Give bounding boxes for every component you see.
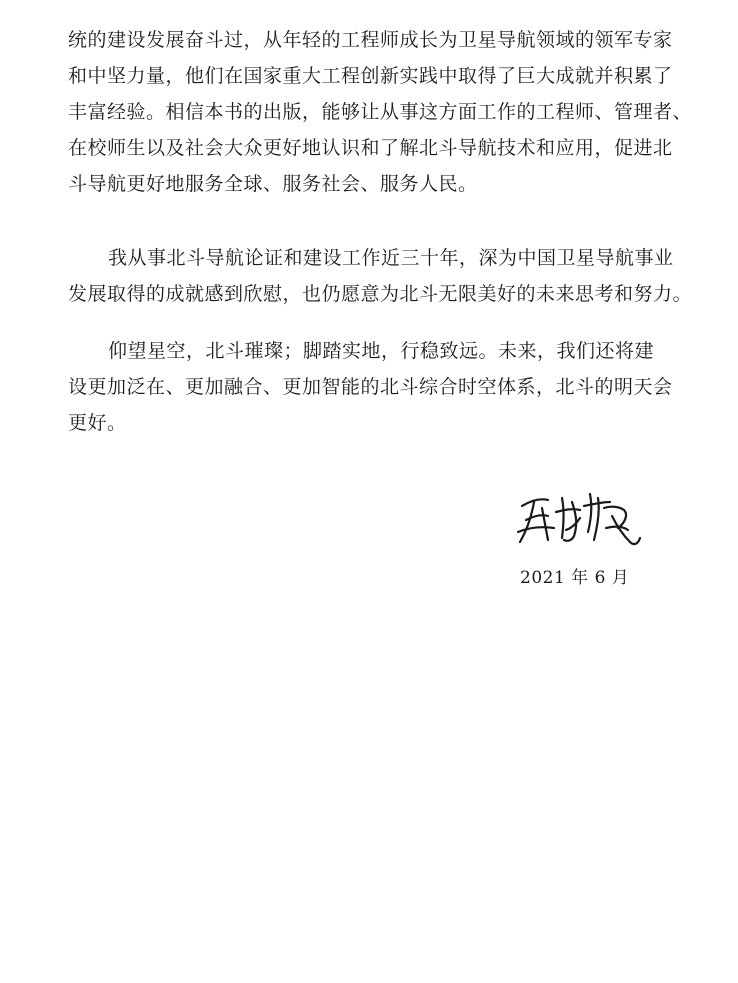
handwritten-signature: [514, 484, 644, 554]
paragraph-3: [68, 333, 688, 441]
paragraph-line: 在校师生以及社会大众更好地认识和了解北斗导航技术和应用，促进北: [68, 137, 673, 159]
paragraph-line: 仰望星空，北斗璀璨；脚踏实地，行稳致远。未来，我们还将建: [108, 340, 655, 362]
paragraph-1: [68, 22, 693, 202]
paragraph-line: 我从事北斗导航论证和建设工作近三十年，深为中国卫星导航事业: [108, 247, 674, 269]
paragraph-line: 设更加泛在、更加融合、更加智能的北斗综合时空体系，北斗的明天会: [68, 376, 673, 398]
signature-drawing: [514, 484, 644, 554]
paragraph-line: 统的建设发展奋斗过，从年轻的工程师成长为卫星导航领域的领军专家: [68, 29, 673, 51]
paragraph-line: 丰富经验。相信本书的出版，能够让从事这方面工作的工程师、管理者、: [68, 101, 693, 123]
paragraph-line: 发展取得的成就感到欣慰，也仍愿意为北斗无限美好的未来思考和努力。: [68, 283, 693, 305]
paragraph-line: 斗导航更好地服务全球、服务社会、服务人民。: [68, 173, 478, 195]
signature-date: 2021 年 6 月: [520, 568, 630, 588]
paragraph-line: 更好。: [68, 412, 127, 434]
paragraph-line: 和中坚力量，他们在国家重大工程创新实践中取得了巨大成就并积累了: [68, 65, 673, 87]
paragraph-2: [68, 240, 693, 312]
